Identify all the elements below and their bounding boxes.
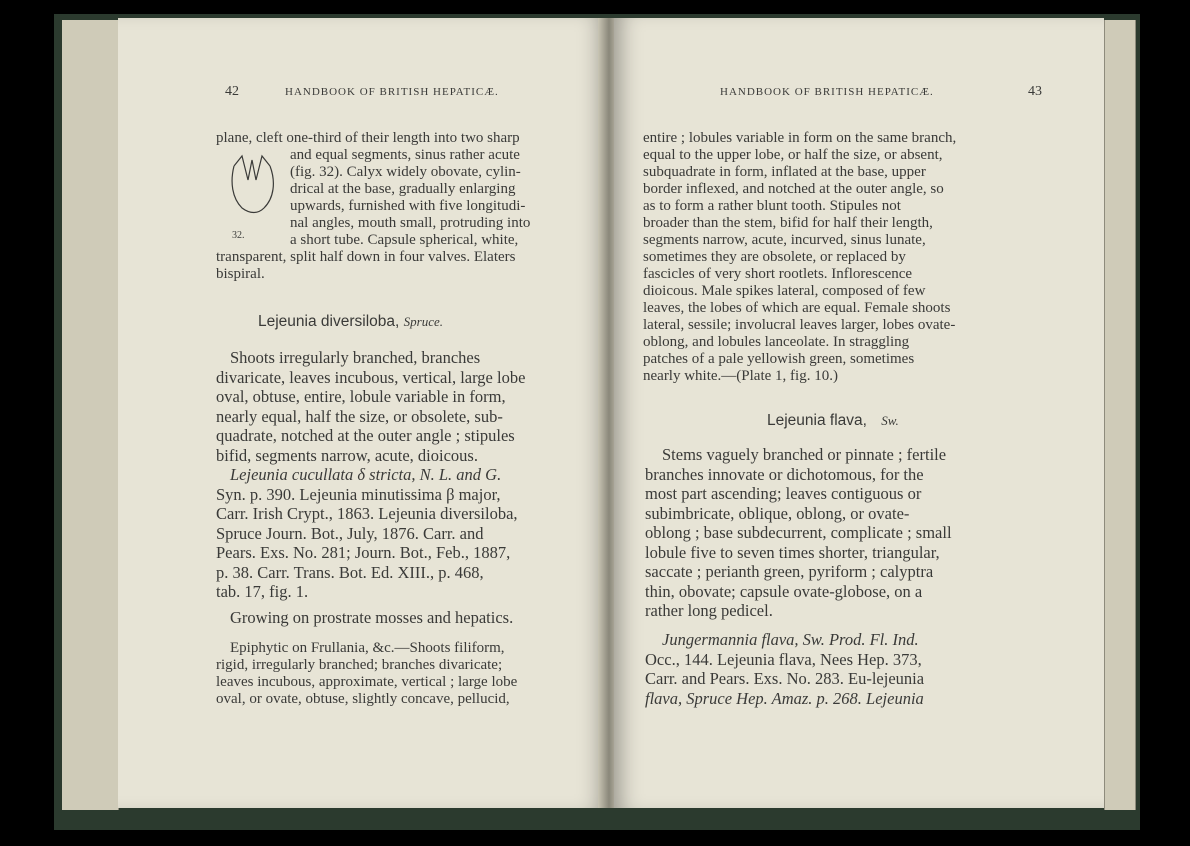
left-page-number: 42 (225, 84, 239, 99)
text-line: p. 38. Carr. Trans. Bot. Ed. XIII., p. 468, (216, 562, 484, 582)
text-line: equal to the upper lobe, or half the size, or absent, (643, 147, 943, 163)
text-line: tab. 17, fig. 1. (216, 582, 309, 601)
text-line: Carr. Irish Crypt., 1863. Lejeunia diversiloba, (216, 504, 518, 523)
text-line: Stems vaguely branched or pinnate ; fertile (662, 445, 947, 464)
species-name: Lejeunia diversiloba, (258, 313, 400, 330)
text-line: oblong, and lobules lanceolate. In straggling (643, 334, 910, 350)
text-line: and equal segments, sinus rather acute (290, 147, 520, 163)
left-epiphytic (216, 640, 518, 708)
left-top-text (216, 130, 520, 147)
left-synonymy (216, 465, 518, 602)
right-top-text (643, 130, 956, 385)
right-running-head: HANDBOOK OF BRITISH HEPATICÆ. (720, 86, 934, 98)
text-line: nal angles, mouth small, protruding into (290, 215, 531, 231)
left-description (216, 348, 526, 465)
text-line: patches of a pale yellowish green, sometimes (643, 351, 915, 367)
text-line: divaricate, leaves incubous, vertical, large lobe (216, 367, 526, 387)
text-line: a short tube. Capsule spherical, white, (290, 232, 519, 248)
right-species-heading (767, 412, 899, 430)
species-name: Lejeunia flava, (767, 412, 867, 429)
left-habitat (230, 608, 513, 628)
text-line: rather long pedicel. (645, 601, 773, 620)
right-synonymy (645, 630, 925, 708)
figure-label: 32. (232, 230, 245, 241)
text-line: sometimes they are obsolete, or replaced by (643, 249, 906, 265)
species-authority: Spruce. (403, 314, 443, 329)
text-line: oblong ; base subdecurrent, complicate ; small (645, 523, 952, 542)
text-line: fascicles of very short rootlets. Inflorescence (643, 266, 913, 282)
text-line: subimbricate, oblique, oblong, or ovate- (645, 503, 910, 523)
left-species-heading (258, 313, 443, 331)
text-line: Occ., 144. Lejeunia flava, Nees Hep. 373, (645, 649, 922, 669)
text-line: Syn. p. 390. Lejeunia minutissima β major, (216, 484, 501, 504)
left-running-head: HANDBOOK OF BRITISH HEPATICÆ. (285, 86, 499, 98)
text-line: quadrate, notched at the outer angle ; stipules (216, 426, 515, 445)
species-authority: Sw. (881, 413, 899, 428)
text-line: nearly white.—(Plate 1, fig. 10.) (643, 368, 838, 384)
text-line: Jungermannia flava, Sw. Prod. Fl. Ind. (662, 630, 919, 649)
text-line: (fig. 32). Calyx widely obovate, cylin- (290, 164, 521, 180)
text-line: nearly equal, half the size, or obsolete, sub- (216, 406, 503, 426)
calyx-figure-icon (226, 152, 278, 218)
text-line: plane, cleft one-third of their length into two sharp (216, 130, 520, 146)
text-line: segments narrow, acute, incurved, sinus lunate, (643, 232, 926, 248)
text-line: lateral, sessile; involucral leaves larger, lobes ovate- (643, 317, 956, 333)
text-line: Epiphytic on Frullania, &c.—Shoots filiform, (230, 640, 505, 656)
text-line: Lejeunia cucullata δ stricta, N. L. and G. (230, 465, 502, 484)
text-line: upwards, furnished with five longitudi- (290, 198, 526, 214)
text-line: thin, obovate; capsule ovate-globose, on a (645, 581, 923, 601)
right-page-number: 43 (1028, 84, 1042, 99)
text-line: lobule five to seven times shorter, triangular, (645, 542, 940, 562)
text-line: flava, Spruce Hep. Amaz. p. 268. Lejeunia (645, 688, 924, 708)
text-line: Carr. and Pears. Exs. No. 283. Eu-lejeunia (645, 669, 925, 688)
left-wrap-text (290, 147, 530, 249)
text-line: oval, or ovate, obtuse, slightly concave, pellucid, (216, 691, 510, 707)
text-line: Pears. Exs. No. 281; Journ. Bot., Feb., 1887, (216, 543, 511, 562)
text-line: branches innovate or dichotomous, for the (645, 464, 924, 484)
text-line: entire ; lobules variable in form on the same branch, (643, 130, 957, 146)
right-description (645, 445, 952, 621)
text-line: drical at the base, gradually enlarging (290, 181, 516, 197)
text-line: bifid, segments narrow, acute, dioicous. (216, 445, 478, 465)
page-edges-right (1104, 20, 1136, 810)
text-line: transparent, split half down in four valves. Elaters (216, 249, 516, 265)
text-line: most part ascending; leaves contiguous or (645, 484, 922, 503)
text-line: leaves incubous, approximate, vertical ; large lobe (216, 674, 518, 690)
text-line: Shoots irregularly branched, branches (230, 348, 481, 367)
page-edges-left (62, 20, 119, 810)
text-line: bispiral. (216, 266, 265, 282)
left-after-figure-text (216, 249, 516, 283)
text-line: subquadrate in form, inflated at the base, upper (643, 164, 926, 180)
text-line: leaves, the lobes of which are equal. Female shoots (643, 300, 951, 316)
text-line: dioicous. Male spikes lateral, composed of few (643, 283, 926, 299)
text-line: Spruce Journ. Bot., July, 1876. Carr. and (216, 523, 484, 543)
text-line: oval, obtuse, entire, lobule variable in form, (216, 387, 506, 406)
text-line: border inflexed, and notched at the outer angle, so (643, 181, 944, 197)
text-line: Growing on prostrate mosses and hepatics. (230, 608, 514, 627)
text-line: rigid, irregularly branched; branches divaricate; (216, 657, 503, 673)
text-line: broader than the stem, bifid for half their length, (643, 215, 933, 231)
text-line: as to form a rather blunt tooth. Stipules not (643, 198, 901, 214)
text-line: saccate ; perianth green, pyriform ; calyptra (645, 562, 934, 581)
